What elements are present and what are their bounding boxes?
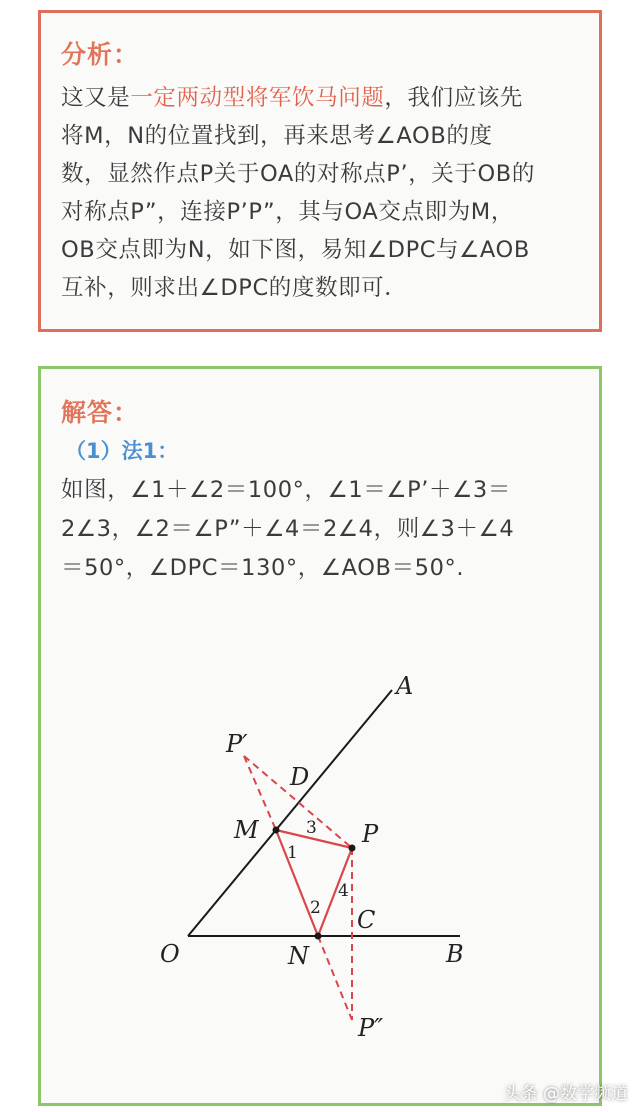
analysis-line-6: 互补，则求出∠DPC的度数即可． [61,275,408,301]
analysis-line-4: 对称点P”，连接P’P”，其与OA交点即为M， [61,199,514,225]
point-N [315,933,322,940]
label-A: A [396,672,414,700]
answer-heading: 解答： [61,398,140,427]
point-P [349,845,356,852]
watermark: 头条 @数学频道 [503,1084,628,1104]
label-B: B [446,940,464,968]
angle-label-4: 4 [338,881,349,901]
analysis-line-1-post: ，我们应该先 [384,85,524,111]
label-M: M [234,816,259,844]
analysis-line-5: OB交点即为N，如下图，易知∠DPC与∠AOB [61,237,530,263]
label-N: N [288,942,309,970]
angle-label-2: 2 [310,898,321,918]
answer-line-2: 2∠3，∠2＝∠P”＋∠4＝2∠4，则∠3＋∠4 [61,516,515,542]
label-P-prime: P′ [226,730,248,758]
point-M [273,827,280,834]
analysis-line-2: 将M，N的位置找到，再来思考∠AOB的度 [61,123,493,149]
label-P: P [362,820,379,848]
method-heading: （1）法1： [65,439,179,463]
answer-line-3: ＝50°，∠DPC＝130°，∠AOB＝50°. [61,555,465,581]
angle-label-1: 1 [287,843,298,863]
label-P-double-prime: P″ [358,1014,384,1042]
analysis-line-3: 数，显然作点P关于OA的对称点P’，关于OB的 [61,161,535,187]
label-C: C [357,906,376,934]
analysis-heading: 分析： [61,40,140,69]
analysis-highlight: 一定两动型将军饮马问题 [130,85,385,111]
angle-label-3: 3 [306,818,317,838]
label-D: D [290,763,310,791]
answer-line-1: 如图，∠1＋∠2＝100°，∠1＝∠P’＋∠3＝ [61,477,511,503]
ray-OA [188,690,392,936]
label-O: O [160,940,180,968]
analysis-line-1-pre: 这又是 [61,85,131,111]
segment-N-P2 [318,936,352,1020]
